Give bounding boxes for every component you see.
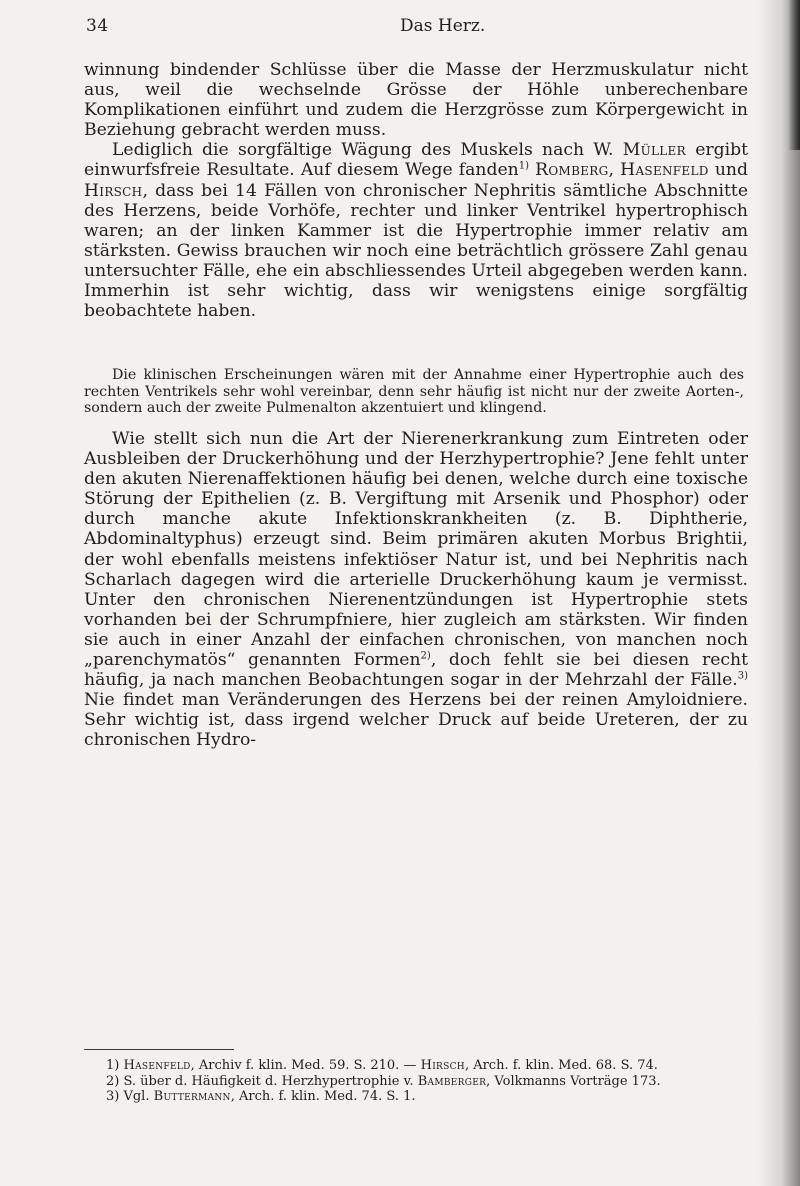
footnote-ref-1: 1) <box>518 160 529 172</box>
fn3-author-buttermann: Buttermann <box>153 1089 231 1105</box>
p3-text-c: Nie findet man Veränderungen des Herzens bei der reinen Amyloidniere. Sehr wichtig ist, dass irgend welcher Druck auf beide Ureteren, der zu chronischen Hydro- <box>84 690 748 751</box>
fn1-number: 1) <box>106 1058 124 1073</box>
footnote-separator <box>84 1049 234 1050</box>
paragraph-1-text: winnung bindender Schlüsse über die Masse der Herzmuskulatur nicht aus, weil die wechselnde Grösse der Höhle unberechenbare Komplikationen einführt und zudem die Herzgrösse zum Körpergewicht in Beziehung gebracht werden muss. <box>84 60 748 141</box>
author-mueller: Müller <box>622 140 686 161</box>
fn1-author-hirsch: Hirsch <box>420 1058 465 1073</box>
p2-text-a: Lediglich die sorgfältige Wägung des Muskels nach W. <box>112 140 623 161</box>
paragraph-continuation <box>84 60 748 140</box>
fn3-text-b: , Arch. f. klin. Med. 74. S. 1. <box>230 1089 416 1105</box>
fn2-author-bamberger: Bamberger <box>417 1073 487 1089</box>
running-title: Das Herz. <box>400 16 486 36</box>
page-edge-shadow <box>758 0 800 1186</box>
footnotes <box>84 1058 748 1105</box>
fn1-author-hasenfeld: Hasenfeld <box>123 1058 191 1073</box>
page-header <box>0 16 800 40</box>
p2-text-d: , <box>608 160 621 181</box>
footnote-3 <box>84 1089 748 1105</box>
paragraph-kidney-disease <box>84 429 748 751</box>
fn2-text-b: , Volkmanns Vorträge 173. <box>486 1073 661 1089</box>
small-print-paragraph: Die klinischen Erscheinungen wären mit der Annahme einer Hypertrophie auch des rechten Ventrikels sehr wohl vereinbar, denn sehr häufig ist nicht nur der zweite Aorten-, sondern auch der zweite Pulmenalton akzentuiert und klingend. <box>84 367 744 416</box>
footnote-ref-2: 2) <box>420 650 431 662</box>
fn2-text-a: 2) S. über d. Häufigkeit d. Herzhypertrophie v. <box>106 1073 418 1089</box>
page-number: 34 <box>86 16 109 36</box>
p2-text-b: ergibt einwurfsfreie Resultate. Auf diesem Wege fanden <box>84 140 748 181</box>
p2-text-f: , dass bei 14 Fällen von chronischer Nephritis sämtliche Abschnitte des Herzens, beide Vorhöfe, rechter und linker Ventrikel hypertrophisch waren; an der linken Kammer ist die Hypertrophie immer relativ am stärksten. Gewiss brauchen wir noch eine beträchtlich grössere Zahl genau untersuchter Fälle, ehe ein abschliessendes Urteil abgegeben werden kann. Immerhin ist sehr wichtig, dass wir wenigstens einige sorgfältig beobachtete haben. <box>84 180 748 322</box>
fn3-text-a: 3) Vgl. <box>106 1089 154 1105</box>
footnote-ref-3: 3) <box>737 670 748 682</box>
author-romberg: Romberg <box>535 160 609 181</box>
footnote-1 <box>84 1058 748 1074</box>
author-hirsch: Hirsch <box>84 180 143 201</box>
p3-text-a: Wie stellt sich nun die Art der Nierenerkrankung zum Eintreten oder Ausbleiben der Druckerhöhung und der Herzhypertrophie? Jene fehlt unter den akuten Nierenaffektionen häufig bei denen, welche durch eine toxische Störung der Epithelien (z. B. Vergiftung mit Arsenik und Phosphor) oder durch manche akute Infektionskrankheiten (z. B. Diphtherie, Abdominaltyphus) erzeugt sind. Beim primären akuten Morbus Brightii, der wohl ebenfalls meistens infektiöser Natur ist, und bei Nephritis nach Scharlach dagegen wird die arterielle Druckerhöhung kaum je vermisst. Unter den chronischen Nierenentzündungen ist Hypertrophie stets vorhanden bei der Schrumpfniere, hier zugleich am stärksten. Wir finden sie auch in einer Anzahl der einfachen chronischen, von manchen noch „parenchymatös“ genannten Formen <box>84 429 748 671</box>
p2-text-e: und <box>708 160 748 181</box>
body-text-bottom <box>84 429 748 751</box>
body-text-top <box>84 60 748 321</box>
fn1-text-c: , Arch. f. klin. Med. 68. S. 74. <box>464 1058 658 1073</box>
author-hasenfeld: Hasenfeld <box>620 160 709 181</box>
p3-text-b: , doch fehlt sie bei diesen recht häufig, ja nach manchen Beobachtungen sogar in der Mehrzahl der Fälle. <box>84 650 748 691</box>
fn1-text-b: , Archiv f. klin. Med. 59. S. 210. — <box>190 1058 421 1073</box>
footnote-2 <box>84 1074 748 1090</box>
paragraph-weighing <box>84 140 748 321</box>
